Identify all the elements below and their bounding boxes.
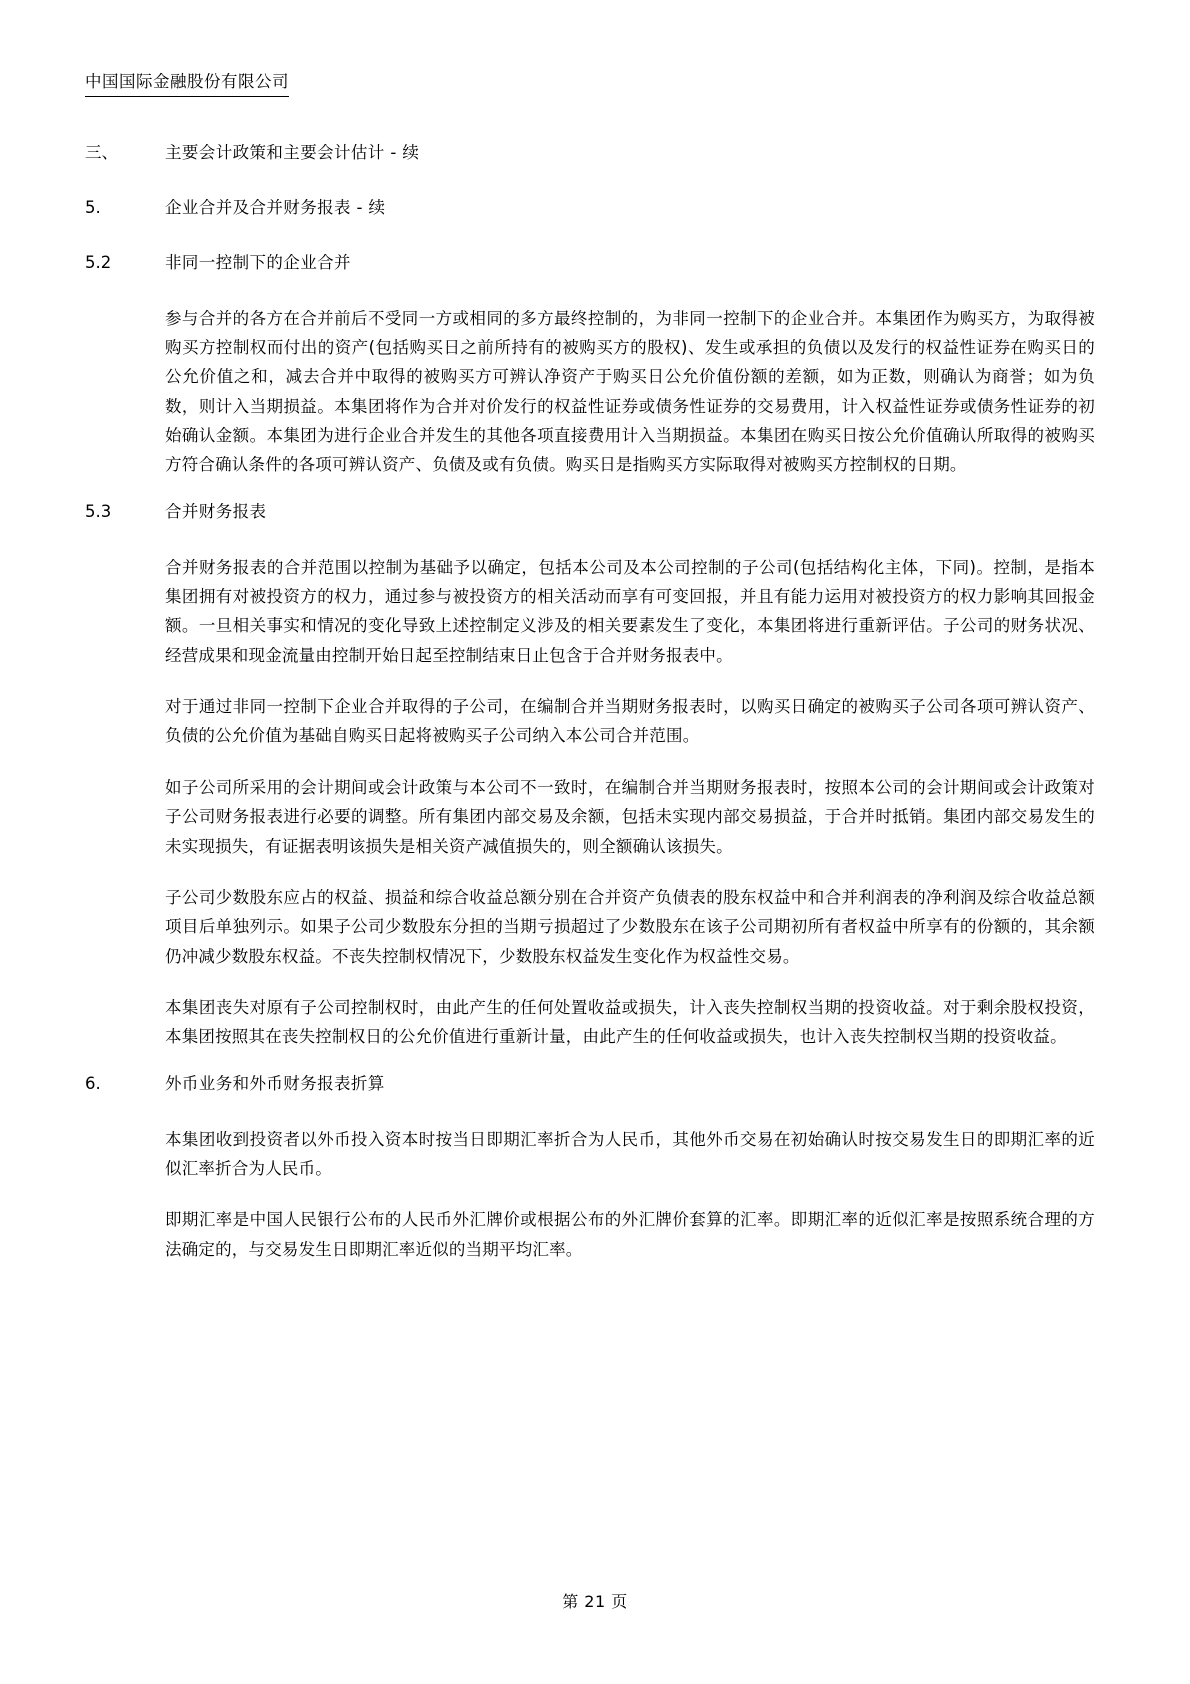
- paragraph: 合并财务报表的合并范围以控制为基础予以确定，包括本公司及本公司控制的子公司(包括结构化主体，下同)。控制，是指本集团拥有对被投资方的权力，通过参与被投资方的相关活动而享有可变回报，并且有能力运用对被投资方的权力影响其回报金额。一旦相关事实和情况的变化导致上述控制定义涉及的相关要素发生了变化，本集团将进行重新评估。子公司的财务状况、经营成果和现金流量由控制开始日起至控制结束日止包含于合并财务报表中。: [165, 557, 1095, 665]
- section-5-2-body: [165, 304, 1095, 480]
- paragraph: 子公司少数股东应占的权益、损益和综合收益总额分别在合并资产负债表的股东权益中和合并利润表的净利润及综合收益总额项目后单独列示。如果子公司少数股东分担的当期亏损超过了少数股东在该子公司期初所有者权益中所享有的份额的，其余额仍冲减少数股东权益。不丧失控制权情况下，少数股东权益发生变化作为权益性交易。: [165, 887, 1095, 966]
- section-heading-6: [85, 1070, 1095, 1099]
- section-number: 5.2: [85, 252, 112, 272]
- section-heading-3: [85, 139, 1095, 168]
- section-title: 主要会计政策和主要会计估计 - 续: [165, 143, 420, 162]
- paragraph: 对于通过非同一控制下企业合并取得的子公司，在编制合并当期财务报表时，以购买日确定的被购买子公司各项可辨认资产、负债的公允价值为基础自购买日起将被购买子公司纳入本公司合并范围。: [165, 697, 1095, 746]
- paragraph: 本集团丧失对原有子公司控制权时，由此产生的任何处置收益或损失，计入丧失控制权当期的投资收益。对于剩余股权投资，本集团按照其在丧失控制权日的公允价值进行重新计量，由此产生的任何收益或损失，也计入丧失控制权当期的投资收益。: [165, 997, 1095, 1047]
- section-number: 5.3: [85, 501, 112, 521]
- section-heading-5-2: [85, 249, 1095, 278]
- section-number: 三、: [85, 143, 118, 162]
- section-title: 外币业务和外币财务报表折算: [165, 1073, 385, 1093]
- section-title: 非同一控制下的企业合并: [165, 252, 351, 272]
- document-body: [85, 139, 1095, 1264]
- section-heading-5: [85, 194, 1095, 223]
- section-number: 5.: [85, 197, 101, 217]
- section-heading-5-3: [85, 498, 1095, 527]
- page-header-company: 中国国际金融股份有限公司: [85, 68, 289, 97]
- section-title: 企业合并及合并财务报表 - 续: [165, 197, 386, 217]
- section-title: 合并财务报表: [165, 501, 267, 521]
- paragraph: 如子公司所采用的会计期间或会计政策与本公司不一致时，在编制合并当期财务报表时，按照本公司的会计期间或会计政策对子公司财务报表进行必要的调整。所有集团内部交易及余额，包括未实现内部交易损益，于合并时抵销。集团内部交易发生的未实现损失，有证据表明该损失是相关资产减值损失的，则全额确认该损失。: [165, 777, 1095, 856]
- paragraph: 即期汇率是中国人民银行公布的人民币外汇牌价或根据公布的外汇牌价套算的汇率。即期汇率的近似汇率是按照系统合理的方法确定的，与交易发生日即期汇率近似的当期平均汇率。: [165, 1210, 1095, 1259]
- section-6-body: [165, 1125, 1095, 1264]
- paragraph: 本集团收到投资者以外币投入资本时按当日即期汇率折合为人民币，其他外币交易在初始确认时按交易发生日的即期汇率的近似汇率折合为人民币。: [165, 1129, 1095, 1178]
- section-number: 6.: [85, 1073, 101, 1093]
- section-5-3-body: [165, 553, 1095, 1052]
- page-footer: 第 21 页: [562, 1592, 628, 1611]
- paragraph: 参与合并的各方在合并前后不受同一方或相同的多方最终控制的，为非同一控制下的企业合并。本集团作为购买方，为取得被购买方控制权而付出的资产(包括购买日之前所持有的被购买方的股权)、发生或承担的负债以及发行的权益性证券在购买日的公允价值之和，减去合并中取得的被购买方可辨认净资产于购买日公允价值份额的差额，如为正数，则确认为商誉；如为负数，则计入当期损益。本集团将作为合并对价发行的权益性证券或债务性证券的交易费用，计入权益性证券或债务性证券的初始确认金额。本集团为进行企业合并发生的其他各项直接费用计入当期损益。本集团在购买日按公允价值确认所取得的被购买方符合确认条件的各项可辨认资产、负债及或有负债。购买日是指购买方实际取得对被购买方控制权的日期。: [165, 308, 1095, 475]
